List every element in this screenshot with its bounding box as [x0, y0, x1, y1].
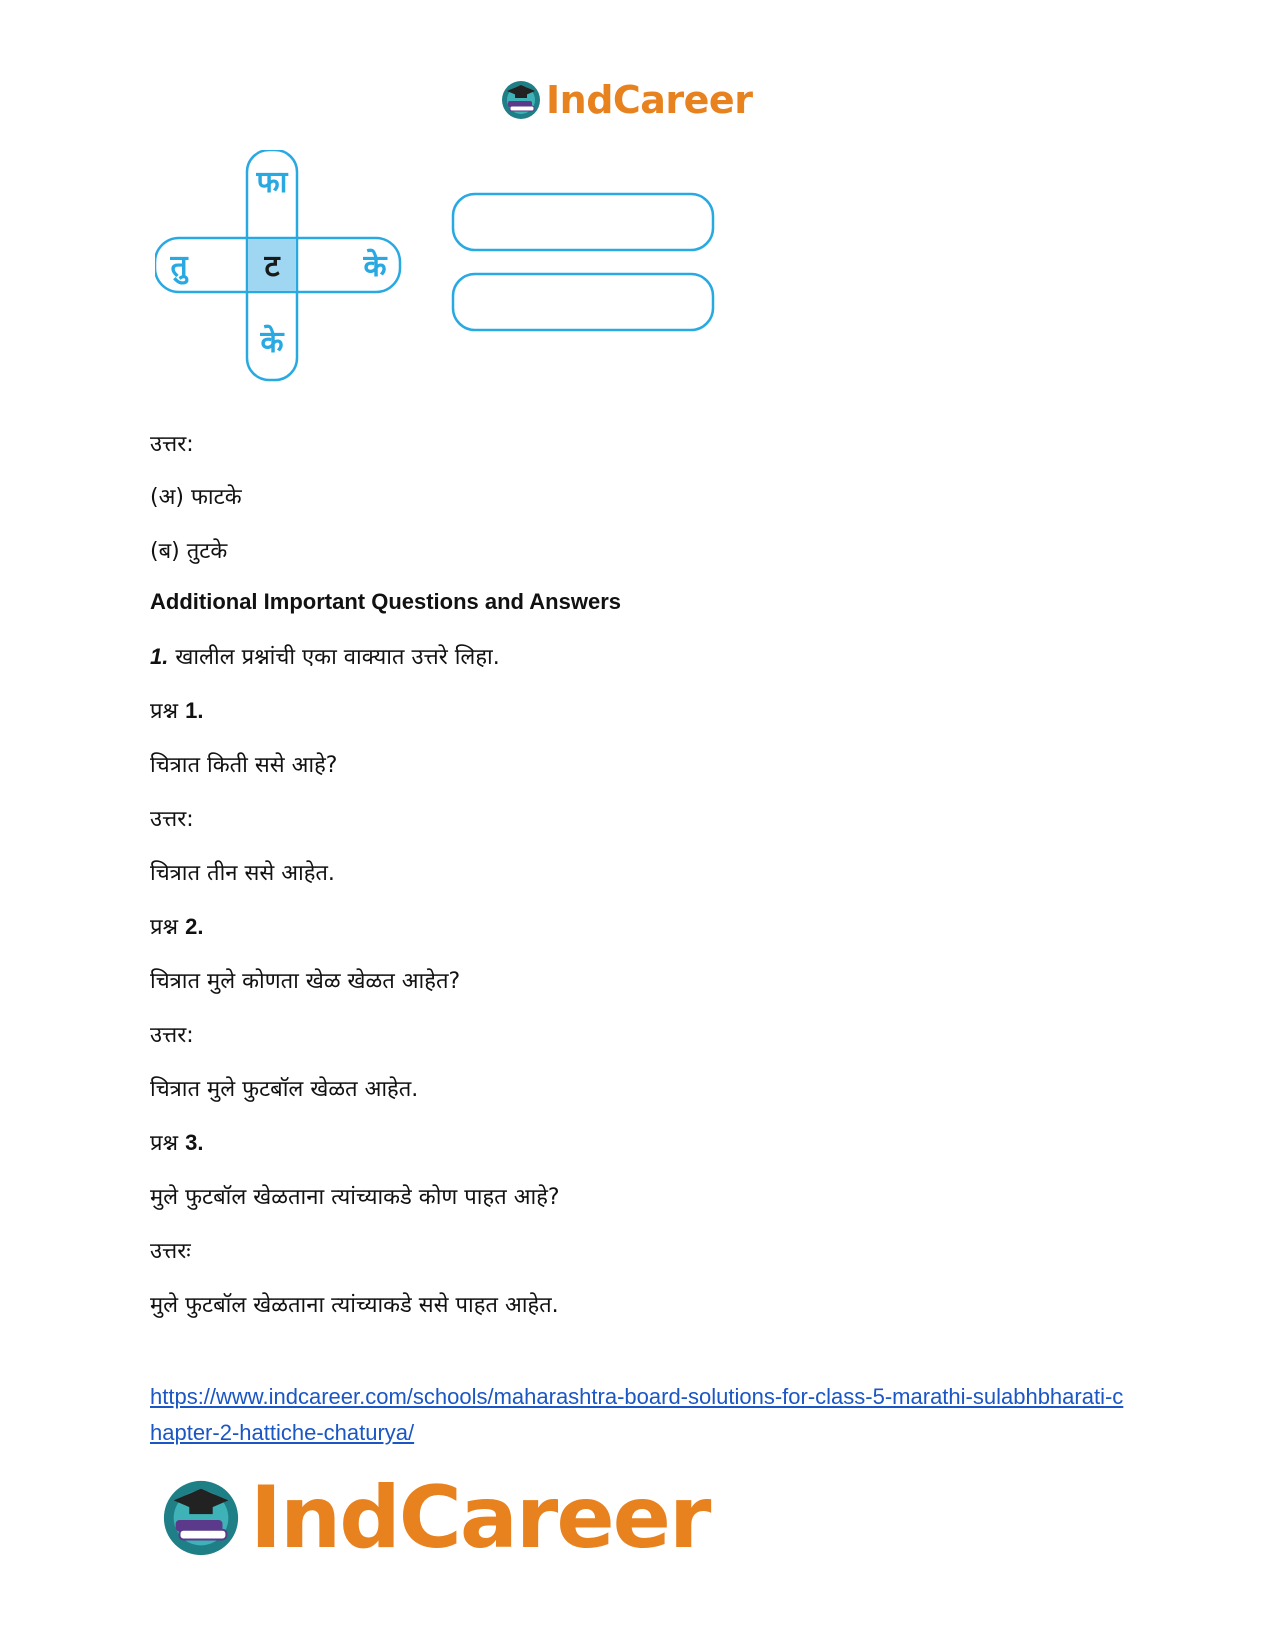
puzzle-letter-center: ट [264, 249, 280, 284]
question-1-answer: चित्रात तीन ससे आहेत. [150, 861, 335, 886]
logo-wordmark: IndCareer [250, 1468, 710, 1568]
question-3-label [150, 1127, 203, 1157]
question-3-answer-label: उत्तरः [150, 1239, 191, 1264]
answer-box-2 [453, 274, 713, 330]
section-heading: Additional Important Questions and Answers [150, 589, 622, 614]
graduation-book-icon [500, 79, 542, 121]
word-cross-puzzle [155, 150, 755, 400]
question-3-text: मुले फुटबॉल खेळताना त्यांच्याकडे कोण पाहत आहे? [150, 1185, 560, 1210]
answer-a: (अ) फाटके [150, 485, 242, 510]
question-2-answer-label: उत्तर: [150, 1023, 194, 1048]
graduation-book-icon [160, 1477, 242, 1559]
instruction-number: 1. [150, 644, 169, 669]
question-number: 2. [185, 914, 204, 939]
answer-box-1 [453, 194, 713, 250]
question-word: प्रश्न [150, 699, 179, 724]
source-link[interactable]: https://www.indcareer.com/schools/maharashtra-board-solutions-for-class-5-marathi-sulabhbharati-chapter-2-hattiche-chaturya/ [150, 1384, 1124, 1445]
question-number: 1. [185, 698, 204, 723]
question-2-text: चित्रात मुले कोणता खेळ खेळत आहेत? [150, 969, 461, 994]
puzzle-letter-right: के [363, 249, 387, 284]
puzzle-letter-top: फा [256, 165, 288, 200]
question-2-answer: चित्रात मुले फुटबॉल खेळत आहेत. [150, 1077, 419, 1102]
answer-b: (ब) तुटके [150, 539, 228, 564]
question-1-answer-label: उत्तर: [150, 807, 194, 832]
instruction-text: खालील प्रश्नांची एका वाक्यात उत्तरे लिहा. [175, 645, 500, 670]
question-2-label [150, 911, 203, 941]
puzzle-letter-left: तु [170, 249, 188, 284]
question-word: प्रश्न [150, 915, 179, 940]
question-1-label [150, 695, 203, 725]
instruction [150, 641, 500, 671]
logo-wordmark: IndCareer [546, 78, 753, 122]
indcareer-logo-bottom [160, 1468, 709, 1568]
question-word: प्रश्न [150, 1131, 179, 1156]
question-3-answer: मुले फुटबॉल खेळताना त्यांच्याकडे ससे पाहत आहेत. [150, 1293, 559, 1318]
question-number: 3. [185, 1130, 204, 1155]
answer-label: उत्तर: [150, 432, 194, 457]
indcareer-logo-top [500, 78, 752, 122]
puzzle-letter-bottom: के [260, 325, 284, 360]
question-1-text: चित्रात किती ससे आहे? [150, 753, 338, 778]
